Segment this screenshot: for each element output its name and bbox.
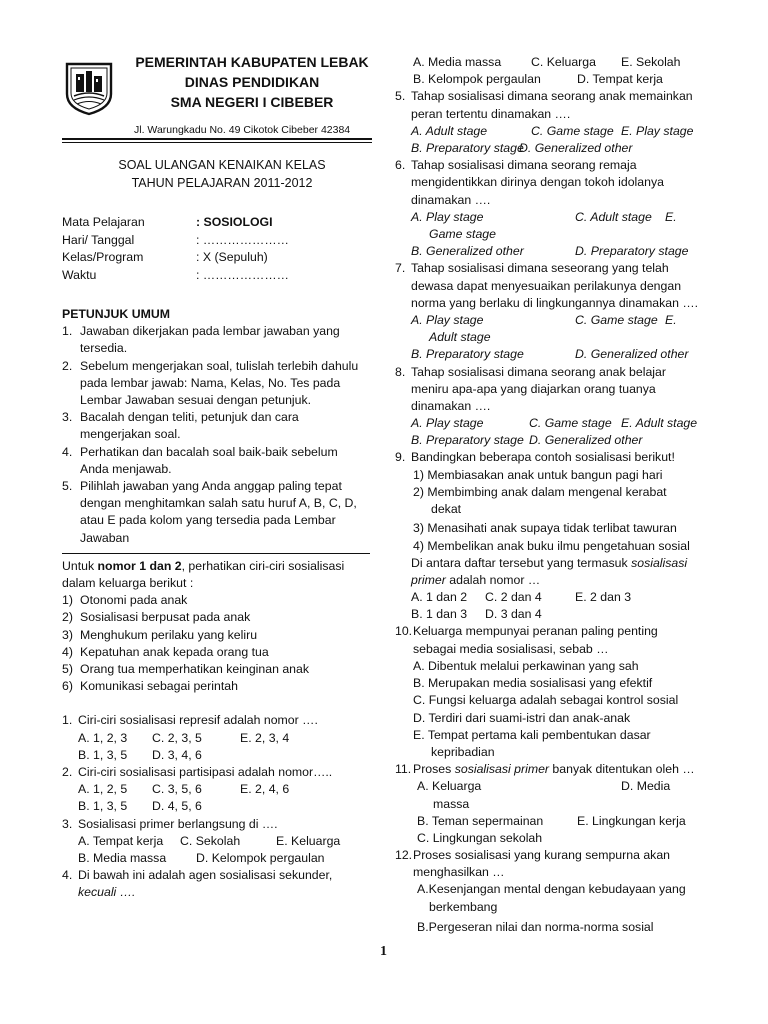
question-text: Ciri-ciri sosialisasi represif adalah nomor …. bbox=[78, 713, 318, 728]
option-list bbox=[395, 881, 725, 936]
option-b[interactable]: B.Pergeseran nilai dan norma-norma sosial bbox=[417, 919, 654, 934]
letterhead-title bbox=[122, 52, 382, 112]
meta-value: : ………………… bbox=[196, 267, 289, 282]
option-e[interactable]: E. Keluarga bbox=[276, 833, 341, 848]
meta-value: : X (Sepuluh) bbox=[196, 250, 268, 264]
letterhead bbox=[62, 52, 382, 138]
option-e[interactable]: E. Tempat pertama kali pembentukan dasar kepribadian bbox=[413, 727, 651, 759]
question-text: Di bawah ini adalah agen sosialisasi sekunder, bbox=[78, 868, 333, 883]
question-7: 7. Tahap sosialisasi dimana seseorang yang telah dewasa dapat menyesuaikan perilakunya dengan norma yang berlaku di lingkungannya dinamakan …. A. Play stage C. Game stage E. Adult stage B. Preparatory stage D. Generalized other bbox=[395, 260, 725, 363]
option-c[interactable]: C. Game stage bbox=[575, 312, 658, 327]
letterhead-line-2: DINAS PENDIDIKAN bbox=[184, 74, 320, 90]
option-c[interactable]: C. 2, 3, 5 bbox=[152, 730, 202, 745]
instruction-item: 1. Jawaban dikerjakan pada lembar jawaban yang tersedia. bbox=[62, 324, 340, 356]
instruction-item: 3. Bacalah dengan teliti, petunjuk dan cara mengerjakan soal. bbox=[62, 410, 299, 442]
option-e[interactable]: E. 2, 4, 6 bbox=[240, 782, 290, 797]
option-b[interactable]: B. Media massa bbox=[78, 851, 167, 866]
option-b[interactable]: B. Merupakan media sosialisasi yang efektif bbox=[413, 676, 653, 691]
meta-label: Mata Pelajaran bbox=[62, 215, 145, 229]
option-b[interactable]: B. Teman sepermainan bbox=[417, 813, 544, 828]
option-b[interactable]: B. Generalized other bbox=[411, 244, 524, 259]
option-d-text[interactable]: massa bbox=[433, 796, 470, 811]
option-d[interactable]: D. Preparatory stage bbox=[575, 244, 689, 259]
list-item: 3) Menasihati anak supaya tidak terlibat tawuran bbox=[413, 521, 677, 536]
question-11: 11. Proses sosialisasi primer banyak ditentukan oleh … A. Keluarga D. Media massa B. Teman sepermainan E. Lingkungan kerja C. Lingkungan sekolah bbox=[395, 761, 725, 847]
option-d[interactable]: D. 3, 4, 6 bbox=[152, 747, 202, 762]
list-item: 1) Membiasakan anak untuk bangun pagi hari bbox=[413, 467, 663, 482]
option-d[interactable]: D. Media bbox=[621, 779, 671, 794]
option-c[interactable]: C. Adult stage bbox=[575, 209, 652, 224]
page-number: 1 bbox=[380, 944, 387, 959]
option-c[interactable]: C. Lingkungan sekolah bbox=[417, 830, 543, 845]
question-1: 1. Ciri-ciri sosialisasi represif adalah nomor …. A. 1, 2, 3 C. 2, 3, 5 E. 2, 3, 4 B. 1, 3, 5 D. 3, 4, 6 bbox=[62, 712, 382, 764]
option-e[interactable]: E. Adult stage bbox=[621, 416, 698, 431]
right-column bbox=[395, 54, 725, 936]
option-b[interactable]: B. Preparatory stage bbox=[411, 433, 524, 448]
list-item: 5) Orang tua memperhatikan keinginan anak bbox=[62, 662, 309, 677]
exam-meta bbox=[62, 214, 382, 284]
option-d[interactable]: D. Generalized other bbox=[575, 347, 689, 362]
option-e[interactable]: E. 2, 3, 4 bbox=[240, 730, 290, 745]
question-text-italic: kecuali …. bbox=[78, 885, 136, 900]
option-b[interactable]: B. Preparatory stage bbox=[411, 140, 524, 155]
question-10: 10. Keluarga mempunyai peranan paling penting sebagai media sosialisasi, sebab … A. Dibentuk melalui perkawinan yang sah B. Merupakan media sosialisasi yang efektif C. Fungsi keluarga adalah sebagai kontrol sosial D. Terdiri dari suami-istri dan anak-anak E. Tempat pertama kali pembentukan dasar kepribadian bbox=[395, 623, 725, 761]
option-c[interactable]: C. 3, 5, 6 bbox=[152, 782, 202, 797]
header-rule-thick bbox=[62, 138, 372, 140]
list-item: 2) Membimbing anak dalam mengenal kerabat dekat bbox=[413, 484, 667, 517]
option-d[interactable]: D. 4, 5, 6 bbox=[152, 799, 202, 814]
question-3: 3. Sosialisasi primer berlangsung di …. A. Tempat kerja C. Sekolah E. Keluarga B. Media massa D. Kelompok pergaulan bbox=[62, 816, 382, 868]
question-text: Sosialisasi primer berlangsung di …. bbox=[78, 816, 278, 831]
option-list bbox=[395, 658, 725, 761]
option-a[interactable]: A. 1, 2, 5 bbox=[78, 782, 128, 797]
option-e[interactable]: E. Sekolah bbox=[621, 55, 681, 69]
option-e[interactable]: E. 2 dan 3 bbox=[575, 590, 632, 605]
option-e[interactable]: E. bbox=[665, 209, 677, 224]
instruction-item: 4. Perhatikan dan bacalah soal baik-baik sebelum Anda menjawab. bbox=[62, 444, 338, 476]
question-12: 12. Proses sosialisasi yang kurang sempurna akan menghasilkan … A.Kesenjangan mental dengan kebudayaan yang berkembang B.Pergeseran nilai dan norma-norma sosial bbox=[395, 847, 725, 936]
question-4: 4. Di bawah ini adalah agen sosialisasi sekunder, kecuali …. bbox=[62, 868, 333, 900]
option-b[interactable]: B. 1, 3, 5 bbox=[78, 747, 128, 762]
option-a[interactable]: A. Tempat kerja bbox=[78, 833, 164, 848]
meta-row-date bbox=[62, 232, 382, 250]
question-text: Ciri-ciri sosialisasi partisipasi adalah nomor….. bbox=[78, 765, 333, 780]
option-a[interactable]: A. Play stage bbox=[411, 416, 484, 431]
option-c[interactable]: C. 2 dan 4 bbox=[485, 590, 542, 605]
school-address: Jl. Warungkadu No. 49 Cikotok Cibeber 42384 bbox=[134, 124, 351, 136]
option-c[interactable]: C. Game stage bbox=[531, 123, 614, 138]
option-a[interactable]: A.Kesenjangan mental dengan kebudayaan yang berkembang bbox=[417, 882, 686, 914]
section-divider bbox=[62, 553, 370, 554]
list-item: 4) Membelikan anak buku ilmu pengetahuan sosial bbox=[413, 538, 690, 553]
option-a[interactable]: A. 1 dan 2 bbox=[411, 590, 468, 605]
instruction-item: 2. Sebelum mengerjakan soal, tulislah terlebih dahulu pada lembar jawab: Nama, Kelas, No. Tes pada Lembar Jawaban sesuai dengan petunjuk. bbox=[62, 358, 359, 408]
option-d[interactable]: D. Generalized other bbox=[529, 433, 643, 448]
exam-title bbox=[62, 156, 382, 192]
question-4-options bbox=[395, 54, 725, 88]
header-rule-thin bbox=[62, 142, 372, 143]
list-item: 6) Komunikasi sebagai perintah bbox=[62, 679, 238, 694]
option-a[interactable]: A. Play stage bbox=[411, 312, 484, 327]
question-5: 5. Tahap sosialisasi dimana seorang anak memainkan peran tertentu dinamakan …. A. Adult stage C. Game stage E. Play stage B. Preparatory stage D. Generalized other bbox=[395, 88, 725, 157]
question-6: 6. Tahap sosialisasi dimana seorang remaja mengidentikkan dirinya dengan tokoh idolanya dinamakan …. A. Play stage C. Adult stage E. Game stage B. Generalized other D. Preparatory stage bbox=[395, 157, 725, 260]
option-d[interactable]: D. Generalized other bbox=[519, 140, 633, 155]
letterhead-line-1: PEMERINTAH KABUPATEN LEBAK bbox=[135, 54, 369, 70]
option-e[interactable]: E. bbox=[665, 312, 677, 327]
option-b[interactable]: B. Preparatory stage bbox=[411, 347, 524, 362]
exam-title-line-2: TAHUN PELAJARAN 2011-2012 bbox=[131, 176, 313, 190]
regency-crest-icon bbox=[64, 60, 114, 116]
meta-label: Waktu bbox=[62, 267, 97, 282]
meta-value: : SOSIOLOGI bbox=[196, 215, 273, 229]
option-b[interactable]: B. 1, 3, 5 bbox=[78, 799, 128, 814]
question-2: 2. Ciri-ciri sosialisasi partisipasi adalah nomor….. A. 1, 2, 5 C. 3, 5, 6 E. 2, 4, 6 B. 1, 3, 5 D. 4, 5, 6 bbox=[62, 764, 382, 816]
option-c[interactable]: C. Fungsi keluarga adalah sebagai kontrol sosial bbox=[413, 693, 679, 708]
meta-row-class bbox=[62, 249, 382, 267]
option-c[interactable]: C. Game stage bbox=[529, 416, 612, 431]
option-b[interactable]: B. Kelompok pergaulan bbox=[413, 72, 541, 87]
option-a[interactable]: A. 1, 2, 3 bbox=[78, 730, 128, 745]
list-item: 2) Sosialisasi berpusat pada anak bbox=[62, 610, 251, 625]
meta-value: : ………………… bbox=[196, 232, 289, 247]
list-item: 3) Menghukum perilaku yang keliru bbox=[62, 627, 258, 642]
option-c[interactable]: C. Sekolah bbox=[180, 833, 241, 848]
option-d[interactable]: D. 3 dan 4 bbox=[485, 607, 542, 622]
question-text: Di antara daftar tersebut yang termasuk sosialisasi primer adalah nomor … bbox=[411, 555, 688, 587]
instructions-title: PETUNJUK UMUM bbox=[62, 307, 170, 321]
question-9: 9. Bandingkan beberapa contoh sosialisasi berikut! 1) Membiasakan anak untuk bangun pagi hari 2) Membimbing anak dalam mengenal kerabat dekat 3) Menasihati anak supaya tidak terlibat tawuran 4) Membelikan anak buku ilmu pengetahuan sosial Di antara daftar tersebut yang termasuk sosialisasi primer adalah nomor … A. 1 dan 2 C. 2 dan 4 E. 2 dan 3 B. 1 dan 3 D. 3 dan 4 bbox=[395, 449, 725, 623]
meta-label: Kelas/Program bbox=[62, 250, 144, 264]
option-e[interactable]: E. Lingkungan kerja bbox=[577, 813, 686, 828]
meta-row-time bbox=[62, 267, 382, 285]
option-b[interactable]: B. 1 dan 3 bbox=[411, 607, 468, 622]
meta-row-subject bbox=[62, 214, 382, 232]
question-intro: Untuk nomor 1 dan 2, perhatikan ciri-ciri sosialisasi dalam keluarga berikut : bbox=[62, 558, 345, 591]
letterhead-line-3: SMA NEGERI I CIBEBER bbox=[170, 94, 334, 110]
option-a[interactable]: A. Media massa bbox=[413, 55, 502, 69]
option-d[interactable]: D. Terdiri dari suami-istri dan anak-anak bbox=[413, 710, 631, 725]
option-a[interactable]: A. Adult stage bbox=[411, 123, 488, 138]
list-item: 1) Otonomi pada anak bbox=[62, 593, 188, 608]
option-a[interactable]: A. Keluarga bbox=[417, 779, 482, 794]
option-a[interactable]: A. Dibentuk melalui perkawinan yang sah bbox=[413, 658, 639, 673]
instruction-item: 5. Pilihlah jawaban yang Anda anggap paling tepat dengan menghitamkan salah satu huruf A, B, C, D, atau E pada kolom yang tersedia pada Lembar Jawaban bbox=[62, 479, 357, 545]
exam-title-line-1: SOAL ULANGAN KENAIKAN KELAS bbox=[118, 158, 326, 172]
example-list bbox=[395, 467, 725, 555]
option-c[interactable]: C. Keluarga bbox=[531, 55, 596, 69]
question-8: 8. Tahap sosialisasi dimana seorang anak belajar meniru apa-apa yang diajarkan orang tuanya dinamakan …. A. Play stage C. Game stage E. Adult stage B. Preparatory stage D. Generalized other bbox=[395, 364, 725, 450]
option-e[interactable]: E. Play stage bbox=[621, 123, 694, 138]
meta-label: Hari/ Tanggal bbox=[62, 232, 135, 247]
characteristics-list bbox=[62, 592, 382, 695]
list-item: 4) Kepatuhan anak kepada orang tua bbox=[62, 644, 269, 659]
option-e-text[interactable]: Adult stage bbox=[429, 330, 491, 345]
left-column bbox=[62, 52, 382, 902]
option-d[interactable]: D. Kelompok pergaulan bbox=[196, 851, 325, 866]
option-a[interactable]: A. Play stage bbox=[411, 209, 484, 224]
option-d[interactable]: D. Tempat kerja bbox=[577, 72, 663, 87]
option-e-text[interactable]: Game stage bbox=[429, 226, 496, 241]
instructions-list bbox=[62, 323, 382, 547]
